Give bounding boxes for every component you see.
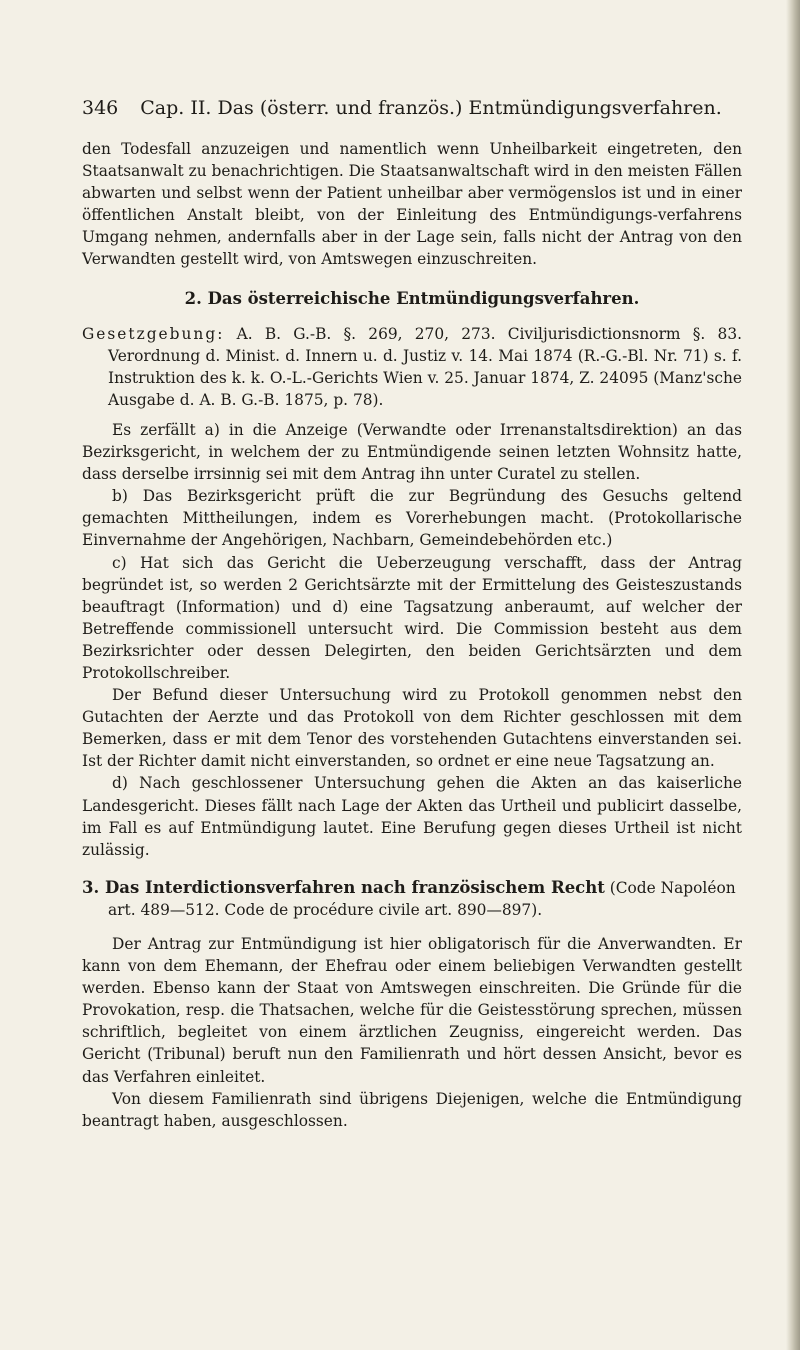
section-heading-3-title: 3. Das Interdictionsverfahren nach französischem Recht — [82, 877, 605, 897]
paragraph-c: c) Hat sich das Gericht die Ueberzeugung verschafft, dass der Antrag begründet ist, so werden 2 Gerichtsärzte mit der Ermittelung des Geisteszustands beauftragt (Information) und d) eine Tagsatzung anberaumt, auf welcher der Betreffende commissionell untersucht wird. Die Commission besteht aus dem Bezirksrichter oder dessen Delegirten, den beiden Gerichtsärzten und dem Protokollschreiber. — [82, 553, 742, 682]
paragraph-b: b) Das Bezirksgericht prüft die zur Begründung des Gesuchs geltend gemachten Mittheilungen, indem es Vorerhebungen macht. (Protokollarische Einvernahme der Angehörigen, Nachbarn, Gemeindebehörden etc.) — [82, 487, 742, 550]
running-header — [82, 95, 742, 121]
running-title: Cap. II. Das (österr. und französ.) Entmündigungsverfahren. — [140, 97, 722, 119]
paragraph-a: Es zerfällt a) in die Anzeige (Verwandte oder Irrenanstaltsdirektion) an das Bezirksgericht, in welchem der zu Entmündigende seinen letzten Wohnsitz hatte, dass derselbe irrsinnig sei mit dem Antrag ihn unter Curatel zu stellen. — [82, 420, 742, 484]
page-body — [82, 138, 742, 1132]
paragraph-antrag: Der Antrag zur Entmündigung ist hier obligatorisch für die Anverwandten. Er kann von dem Ehemann, der Ehefrau oder einem beliebigen Verwandten gestellt werden. Ebenso kann der Staat von Amtswegen einschreiten. Die Gründe für die Provokation, resp. die Thatsachen, welche für die Geistesstörung sprechen, müssen schriftlich, begleitet von einem ärztlichen Zeugniss, eingereicht werden. Das Gericht (Tribunal) beruft nun den Familienrath und hört dessen Ansicht, bevor es das Verfahren einleitet. — [82, 935, 742, 1086]
page-number: 346 — [82, 97, 119, 119]
page-edge-shadow — [786, 0, 800, 1350]
section-heading-3-reference: (Code Napoléon art. 489—512. Code de procédure civile art. 890—897). — [108, 878, 736, 919]
paragraph-familienrath: Von diesem Familienrath sind übrigens Diejenigen, welche die Entmündigung beantragt haben, ausgeschlossen. — [82, 1089, 742, 1130]
section-heading-2: 2. Das österreichische Entmündigungsverfahren. — [184, 288, 640, 308]
paragraph-befund: Der Befund dieser Untersuchung wird zu Protokoll genommen nebst den Gutachten der Aerzte und das Protokoll von dem Richter geschlossen mit dem Bemerken, dass er mit dem Tenor des vorstehenden Gutachtens einverstanden sei. Ist der Richter damit nicht einverstanden, so ordnet er eine neue Tagsatzung an. — [82, 686, 742, 771]
legislation-note — [82, 323, 742, 411]
section-heading-3 — [82, 877, 742, 921]
legislation-label: Gesetzgebung: — [82, 324, 225, 343]
paragraph-d: d) Nach geschlossener Untersuchung gehen die Akten an das kaiserliche Landesgericht. Dieses fällt nach Lage der Akten das Urtheil und publicirt dasselbe, im Fall es auf Entmündigung lautet. Eine Berufung gegen dieses Urtheil ist nicht zulässig. — [82, 774, 742, 859]
paragraph-intro: den Todesfall anzuzeigen und namentlich wenn Unheilbarkeit eingetreten, den Staatsanwalt zu benachrichtigen. Die Staatsanwaltschaft wird in den meisten Fällen abwarten und selbst wenn der Patient unheilbar aber vermögenslos ist und in einer öffentlichen Anstalt bleibt, von der Einleitung des Entmündigungs-verfahrens Umgang nehmen, andernfalls aber in der Lage sein, falls nicht der Antrag von den Verwandten gestellt wird, von Amtswegen einzuschreiten. — [82, 140, 743, 269]
legislation-text: A. B. G.-B. §. 269, 270, 273. Civiljurisdictionsnorm §. 83. Verordnung d. Minist. d. Innern u. d. Justiz v. 14. Mai 1874 (R.-G.-Bl. Nr. 71) s. f. Instruktion des k. k. O.-L.-Gerichts Wien v. 25. Januar 1874, Z. 24095 (Manz'sche Ausgabe d. A. B. G.-B. 1875, p. 78). — [108, 324, 742, 409]
